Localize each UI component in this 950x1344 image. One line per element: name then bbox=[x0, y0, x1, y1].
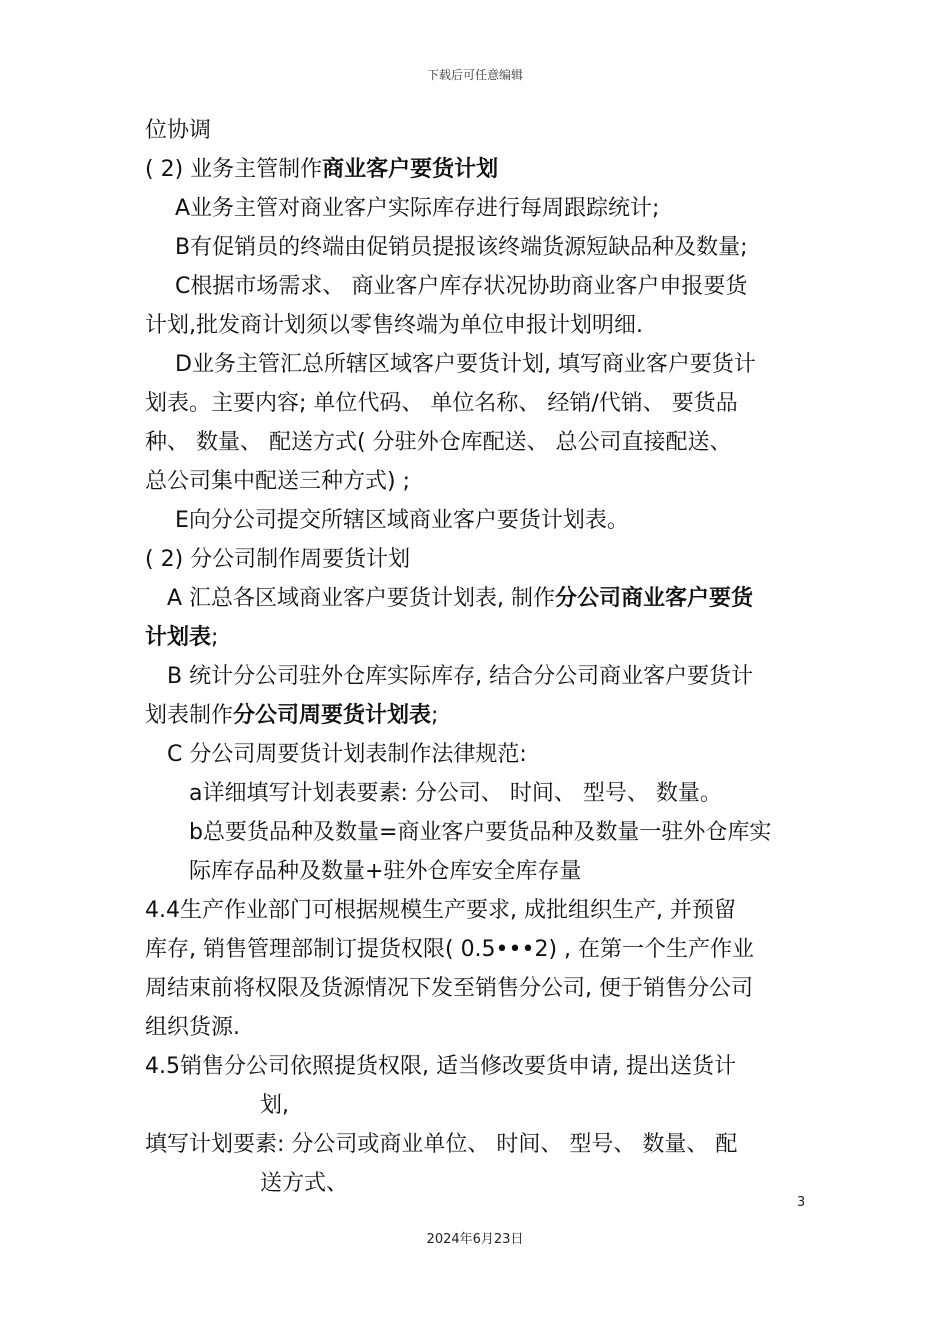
text-line bbox=[145, 428, 732, 458]
bold-text-run: 商业客户要货计划 bbox=[322, 157, 499, 182]
text-line bbox=[167, 584, 753, 614]
text-run: E向分公司提交所辖区域商业客户要货计划表。 bbox=[175, 508, 629, 533]
text-run: 划表制作 bbox=[145, 703, 234, 728]
text-run: B有促销员的终端由促销员提报该终端货源短缺品种及数量; bbox=[175, 235, 748, 260]
text-line bbox=[260, 1091, 289, 1121]
text-run: A业务主管对商业客户实际库存进行每周跟踪统计; bbox=[175, 196, 660, 221]
text-run: ( 2) 分公司制作周要货计划 bbox=[145, 547, 411, 572]
text-line bbox=[145, 155, 498, 185]
text-run: D业务主管汇总所辖区域客户要货计划, 填写商业客户要货计 bbox=[175, 352, 756, 377]
text-run: 际库存品种及数量+驻外仓库安全库存量 bbox=[189, 859, 582, 884]
text-run: 组织货源. bbox=[145, 1015, 240, 1040]
page-header: 下载后可任意编辑 bbox=[426, 68, 523, 82]
text-line bbox=[189, 857, 581, 887]
text-run: B 统计分公司驻外仓库实际库存, 结合分公司商业客户要货计 bbox=[167, 664, 754, 689]
text-line bbox=[145, 623, 218, 653]
bold-text-run: 分公司周要货计划表 bbox=[233, 703, 432, 728]
text-run: 4.5销售分公司依照提货权限, 适当修改要货申请, 提出送货计 bbox=[145, 1054, 736, 1079]
footer-date: 2024年6月23日 bbox=[426, 1232, 524, 1247]
bold-text-run: 计划表 bbox=[145, 625, 212, 650]
text-line bbox=[145, 116, 211, 146]
text-line bbox=[175, 194, 659, 224]
page-number: 3 bbox=[797, 1195, 806, 1210]
text-line bbox=[145, 1013, 240, 1043]
text-run: C根据市场需求、 商业客户库存状况协助商业客户申报要货 bbox=[175, 274, 748, 299]
text-run: b总要货品种及数量=商业客户要货品种及数量一驻外仓库实 bbox=[189, 820, 772, 845]
text-run: 送方式、 bbox=[260, 1171, 349, 1196]
text-run: ; bbox=[431, 703, 439, 728]
text-line bbox=[145, 1052, 736, 1082]
text-run: A 汇总各区域商业客户要货计划表, 制作 bbox=[167, 586, 556, 611]
text-line bbox=[260, 1169, 348, 1199]
text-line bbox=[175, 506, 629, 536]
text-line bbox=[145, 311, 643, 341]
text-line bbox=[167, 662, 753, 692]
text-run: 4.4生产作业部门可根据规模生产要求, 成批组织生产, 并预留 bbox=[145, 898, 736, 923]
text-line bbox=[145, 974, 753, 1004]
text-line bbox=[175, 272, 747, 302]
text-line bbox=[145, 545, 410, 575]
text-run: 填写计划要素: 分公司或商业单位、 时间、 型号、 数量、 配 bbox=[145, 1132, 738, 1157]
bold-text-run: 分公司商业客户要货 bbox=[555, 586, 754, 611]
text-line bbox=[175, 350, 756, 380]
text-run: C 分公司周要货计划表制作法律规范: bbox=[167, 742, 527, 767]
text-line bbox=[145, 389, 738, 419]
text-run: 总公司集中配送三种方式) ; bbox=[145, 469, 410, 494]
text-line bbox=[189, 779, 722, 809]
text-line bbox=[145, 701, 438, 731]
text-line bbox=[145, 1130, 737, 1160]
text-line bbox=[145, 896, 736, 926]
text-run: 周结束前将权限及货源情况下发至销售分公司, 便于销售分公司 bbox=[145, 976, 753, 1001]
text-run: a详细填写计划表要素: 分公司、 时间、 型号、 数量。 bbox=[189, 781, 722, 806]
text-run: 计划,批发商计划须以零售终端为单位申报计划明细. bbox=[145, 313, 643, 338]
text-run: 库存, 销售管理部制订提货权限( 0.5•••2) , 在第一个生产作业 bbox=[145, 937, 755, 962]
text-line bbox=[175, 233, 748, 263]
text-line bbox=[145, 935, 754, 965]
text-line bbox=[145, 467, 410, 497]
text-run: ( 2) 业务主管制作 bbox=[145, 157, 323, 182]
text-line bbox=[189, 818, 771, 848]
text-run: 划, bbox=[260, 1093, 289, 1118]
text-run: 划表。主要内容; 单位代码、 单位名称、 经销/代销、 要货品 bbox=[145, 391, 738, 416]
text-run: 位协调 bbox=[145, 118, 212, 143]
text-run: 种、 数量、 配送方式( 分驻外仓库配送、 总公司直接配送、 bbox=[145, 430, 732, 455]
text-run: ; bbox=[211, 625, 219, 650]
text-line bbox=[167, 740, 527, 770]
